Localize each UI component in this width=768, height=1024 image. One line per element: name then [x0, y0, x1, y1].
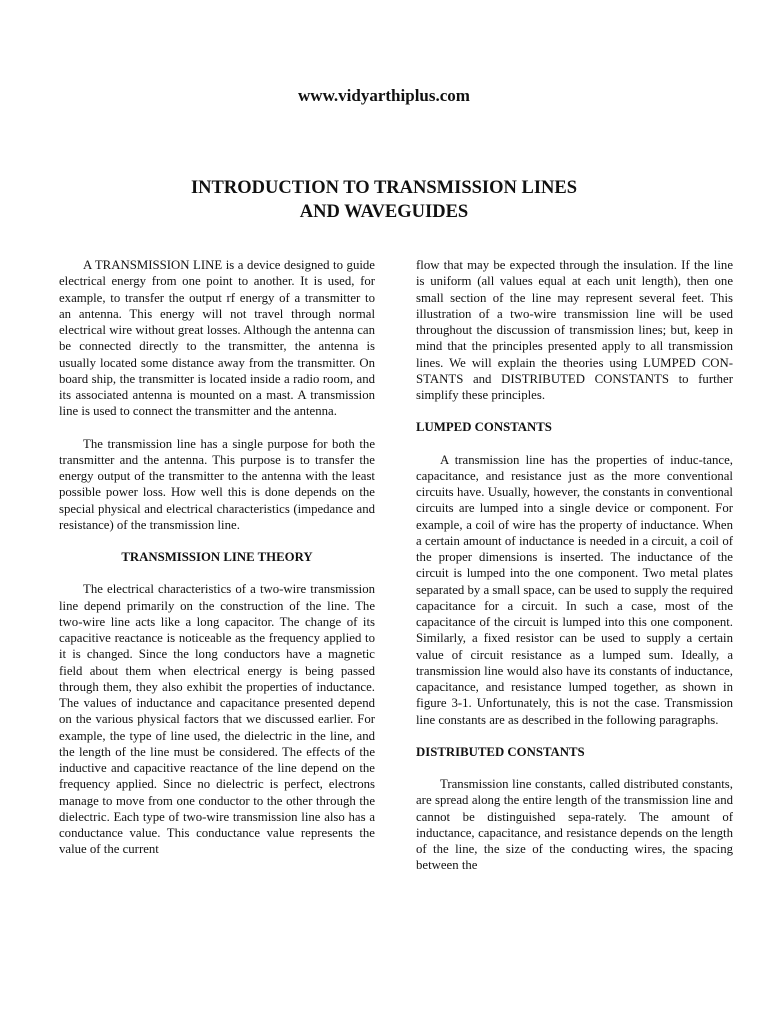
right-column: [416, 257, 733, 874]
title-line-1: INTRODUCTION TO TRANSMISSION LINES: [190, 178, 578, 198]
site-header: www.vidyarthiplus.com: [298, 86, 470, 105]
right-paragraph-2: A transmission line has the properties of induc-tance, capacitance, and resistance just as the more conventional circuits have. Usually, however, the constants in conventional circuits are lumped into a single device or component. For example, a coil of wire has the property of inductance. When a certain amount of inductance is needed in a circuit, a coil of the proper dimensions is inserted. The inductance of the circuit is lumped into the one component. Two metal plates separated by a small space, can be used to supply the required capacitance for a circuit. In such a case, most of the capacitance of the circuit is lumped into this one component. Similarly, a fixed resistor can be used to supply a certain value of circuit resistance as a lumped sum. Ideally, a transmission line would also have its constants of inductance, capacitance, and resistance lumped together, as shown in figure 3-1. Unfortunately, this is not the case. Transmission line constants are as described in the following paragraphs.: [416, 452, 733, 727]
left-paragraph-3: The electrical characteristics of a two-wire transmission line depend primarily on the construction of the line. The two-wire line acts like a long capacitor. The change of its capacitive reactance is noticeable as the frequency applied to it is changed. Since the long conductors have a magnetic field about them when electrical energy is being passed through them, they also exhibit the properties of inductance. The values of inductance and capacitance presented depend on the various physical factors that we discussed earlier. For example, the type of line used, the dielectric in the line, and the length of the line must be considered. The effects of the inductive and capacitive reactance of the line depend on the frequency applied. Since no dielectric is perfect, electrons manage to move from one conductor to the other through the dielectric. Each type of two-wire transmission line also has a conductance value. This conductance value represents the value of the current: [59, 582, 375, 857]
left-column: [59, 257, 375, 858]
right-paragraph-1: flow that may be expected through the insulation. If the line is uniform (all values equal at each unit length), then one small section of the line may represent several feet. This illustration of a two-wire transmission line will be used throughout the discussion of transmission lines; but, keep in mind that the principles presented apply to all transmission lines. We will explain the theories using LUMPED CON-STANTS and DISTRIBUTED CONSTANTS to further simplify these principles.: [416, 258, 733, 402]
right-paragraph-3: Transmission line constants, called distributed constants, are spread along the entire length of the transmission line and cannot be distinguished sepa-rately. The amount of inductance, capacitance, and resistance depends on the length of the line, the size of the conducting wires, the spacing between the: [416, 777, 733, 873]
document-title: [0, 176, 768, 224]
title-line-2: AND WAVEGUIDES: [299, 202, 469, 222]
section-heading-distributed-constants: DISTRIBUTED CONSTANTS: [416, 744, 585, 759]
left-paragraph-2: The transmission line has a single purpose for both the transmitter and the antenna. This purpose is to transfer the energy output of the transmitter to the antenna with the least possible power loss. How well this is done depends on the special physical and electrical characteristics (impedance and resistance) of the transmission line.: [59, 436, 375, 532]
left-paragraph-1: A TRANSMISSION LINE is a device designed to guide electrical energy from one point to another. It is used, for example, to transfer the output rf energy of a transmitter to an antenna. This energy will not travel through normal electrical wire without great losses. Although the antenna can be connected directly to the transmitter, the antenna is usually located some distance away from the transmitter. On board ship, the transmitter is located inside a radio room, and its associated antenna is mounted on a mast. A transmission line is used to connect the transmitter and the antenna.: [59, 258, 375, 419]
section-heading-lumped-constants: LUMPED CONSTANTS: [416, 420, 552, 435]
section-heading-transmission-line-theory: TRANSMISSION LINE THEORY: [121, 550, 313, 564]
